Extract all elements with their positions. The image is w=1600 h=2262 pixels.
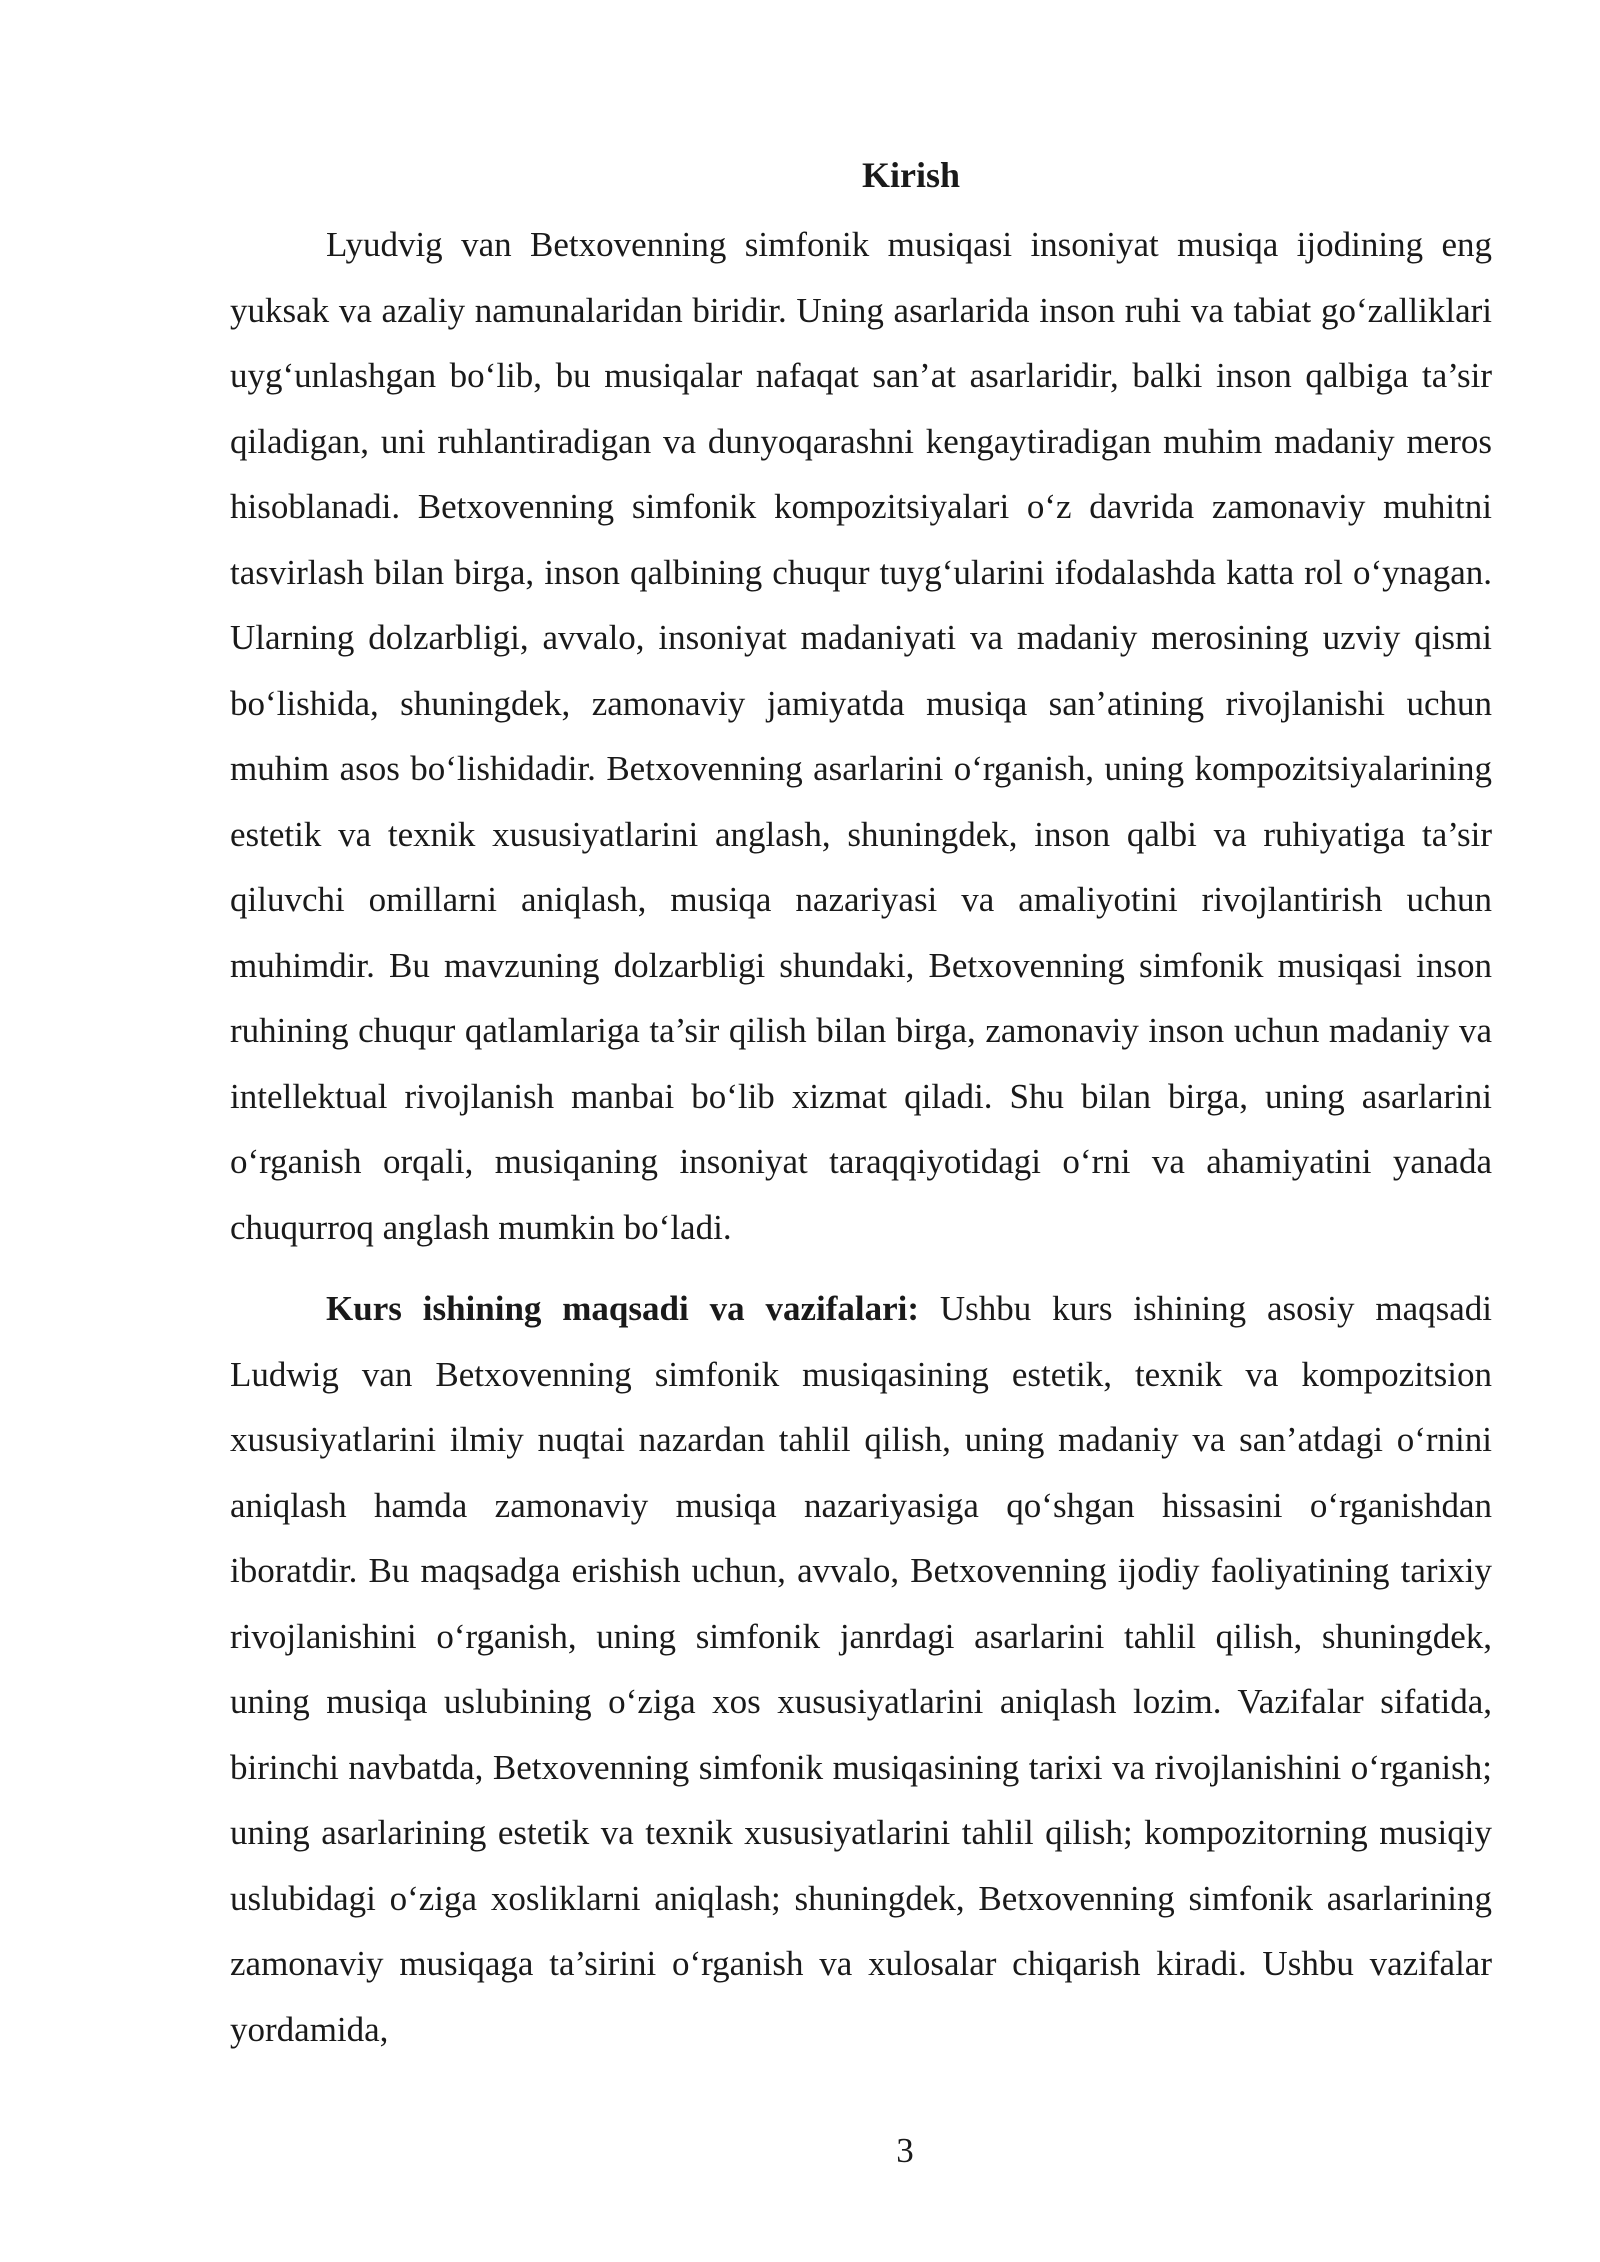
goals-body-text: Ushbu kurs ishining asosiy maqsadi Ludwig van Betxovenning simfonik musiqasining estetik, texnik va kompozitsion xususiyatlarini ilmiy nuqtai nazardan tahlil qilish, uning madaniy va san’atdagi o‘rnini aniqlash hamda zamonaviy musiqa nazariyasiga qo‘shgan hissasini o‘rganishdan iboratdir. Bu maqsadga erishish uchun, avvalo, Betxovenning ijodiy faoliyatining tarixiy rivojlanishini o‘rganish, uning simfonik janrdagi asarlarini tahlil qilish, shuningdek, uning musiqa uslubining o‘ziga xos xususiyatlarini aniqlash lozim. Vazifalar sifatida, birinchi navbatda, Betxovenning simfonik musiqasining tarixi va rivojlanishini o‘rganish; uning asarlarining estetik va texnik xususiyatlarini tahlil qilish; kompozitorning musiqiy uslubidagi o‘ziga xosliklarni aniqlash; shuningdek, Betxovenning simfonik asarlarining zamonaviy musiqaga ta’sirini o‘rganish va xulosalar chiqarish kiradi. Ushbu vazifalar yordamida,	[230, 1289, 1492, 2049]
goals-lead-text: Kurs ishining maqsadi va vazifalari:	[326, 1289, 920, 1328]
goals-paragraph	[230, 1276, 1492, 2062]
document-page	[230, 148, 1492, 2062]
page-number: 3	[896, 2131, 914, 2170]
intro-paragraph: Lyudvig van Betxovenning simfonik musiqasi insoniyat musiqa ijodining eng yuksak va azaliy namunalaridan biridir. Uning asarlarida inson ruhi va tabiat go‘zalliklari uyg‘unlashgan bo‘lib, bu musiqalar nafaqat san’at asarlaridir, balki inson qalbiga ta’sir qiladigan, uni ruhlantiradigan va dunyoqarashni kengaytiradigan muhim madaniy meros hisoblanadi. Betxovenning simfonik kompozitsiyalari o‘z davrida zamonaviy muhitni tasvirlash bilan birga, inson qalbining chuqur tuyg‘ularini ifodalashda katta rol o‘ynagan. Ularning dolzarbligi, avvalo, insoniyat madaniyati va madaniy merosining uzviy qismi bo‘lishida, shuningdek, zamonaviy jamiyatda musiqa san’atining rivojlanishi uchun muhim asos bo‘lishidadir. Betxovenning asarlarini o‘rganish, uning kompozitsiyalarining estetik va texnik xususiyatlarini anglash, shuningdek, inson qalbi va ruhiyatiga ta’sir qiluvchi omillarni aniqlash, musiqa nazariyasi va amaliyotini rivojlantirish uchun muhimdir. Bu mavzuning dolzarbligi shundaki, Betxovenning simfonik musiqasi inson ruhining chuqur qatlamlariga ta’sir qilish bilan birga, zamonaviy inson uchun madaniy va intellektual rivojlanish manbai bo‘lib xizmat qiladi. Shu bilan birga, uning asarlarini o‘rganish orqali, musiqaning insoniyat taraqqiyotidagi o‘rni va ahamiyatini yanada chuqurroq anglash mumkin bo‘ladi.	[230, 225, 1492, 1247]
section-title: Kirish	[861, 155, 960, 195]
